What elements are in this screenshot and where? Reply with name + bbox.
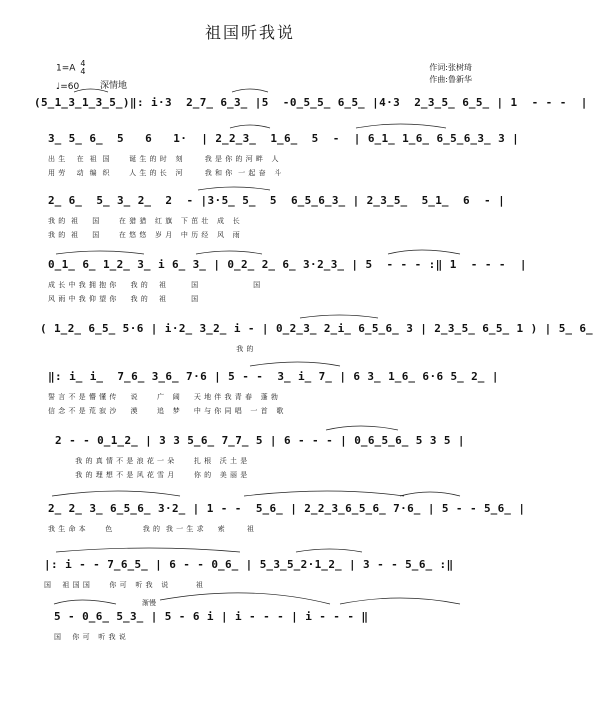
slur: [196, 251, 262, 254]
notation-line: 2̲ 2̲ 3̲ 6̲5̲6̲ 3·2̲ | 1 - - 5̲6̲ | 2̲2̲3̲6̲5̲6̲ 7·6̲ | 5 - - 5̲6̲ |: [48, 502, 526, 515]
notation-line: 0̲1̲ 6̲ 1̲2̲ 3̲ i 6̲ 3̲ | 0̲2̲ 2̲ 6̲ 3·2̲3̲ | 5 - - - :‖ 1 - - - |: [48, 258, 527, 271]
page-title: 祖国听我说: [204, 23, 295, 42]
slur: [326, 426, 398, 430]
lyric-line: 用 劳 动 编 织 人 生 的 长 河 我 和 你 一 起 奋 斗: [48, 169, 282, 177]
lyric-line: 我 的 祖 国 在 悠 悠 岁 月 中 历 经 风 雨: [48, 231, 241, 239]
lyricist: 作词:张树琦: [429, 63, 472, 72]
notation-line: 5 - 0̲6̲ 5̲3̲ | 5 - 6 i | i - - - | i - - - ‖: [54, 610, 369, 623]
slur: [340, 598, 460, 604]
lyric-line: 我 生 命 本 色 我 的 我 一 生 求 索 祖: [48, 525, 255, 533]
composer: 作曲:鲁新华: [429, 75, 472, 84]
lyric-line: 誓 言 不 是 懵 懂 传 说 广 阔 天 地 伴 我 青 春 蓬 勃: [48, 393, 279, 401]
notation-line: 2 - - 0̲1̲2̲ | 3 3 5̲6̲ 7̲7̲ 5 | 6 - - - | 0̲6̲5̲6̲ 5 3 5 |: [48, 434, 465, 447]
lyric-line: 信 念 不 是 荒 寂 沙 漠 追 梦 中 与 你 同 唱 一 首 歌: [48, 407, 284, 415]
time-bottom: 4: [80, 67, 86, 76]
lyric-line: 风 雨 中 我 仰 望 你 我 的 祖 国: [48, 295, 199, 303]
notation-line: ( 1̲2̲ 6̲5̲ 5·6 | i·2̲ 3̲2̲ i - | 0̲2̲3̲ 2̲i̲ 6̲5̲6̲ 3 | 2̲3̲5̲ 6̲5̲ 1 ) | 5̲ 6̲: [40, 322, 593, 335]
lyric-line: 我 的 真 情 不 是 浪 花 一 朵 扎 根 沃 土 是: [48, 457, 248, 465]
slur: [160, 593, 330, 604]
notation-line: |: i - - 7̲6̲5̲ | 6 - - 0̲6̲ | 5̲3̲5̲2·1̲2̲ | 3 - - 5̲6̲ :‖: [44, 558, 454, 571]
slur: [244, 491, 404, 496]
notation-line: (5̲1̲3̲1̲3̲5̲)‖: i·3 2̲7̲ 6̲3̲ |5 -0̲5̲5̲ 6̲5̲ |4·3 2̲3̲5̲ 6̲5̲ | 1 - - - |: [34, 96, 588, 109]
lyric-line: 我 的 理 想 不 是 风 花 雪 月 你 的 美 丽 是: [48, 471, 248, 479]
expression-mark: 深情地: [100, 81, 128, 91]
slur: [56, 251, 144, 254]
lyric-line: 出 生 在 祖 国 诞 生 的 时 刻 我 是 你 的 河 畔 人: [48, 155, 280, 163]
slur: [230, 125, 270, 128]
slur: [54, 600, 116, 604]
slur: [400, 492, 460, 496]
lyric-line: 国 你 可 听 我 说: [54, 633, 127, 641]
slur: [250, 362, 340, 366]
slur: [300, 315, 378, 318]
slur: [232, 89, 268, 92]
lyric-line: 成 长 中 我 拥 抱 你 我 的 祖 国 国: [48, 281, 261, 289]
slur: [388, 250, 460, 254]
tempo-mark: ♩=60: [56, 82, 80, 92]
lyric-line: 国 祖 国 国 你 可 听 我 说 祖: [44, 581, 204, 589]
slur: [296, 549, 362, 552]
lyric-line: 我 的: [40, 345, 254, 353]
time-top: 4: [80, 59, 86, 68]
notation-line: 3̲ 5̲ 6̲ 5 6 1· | 2̲2̲3̲ 1̲6̲ 5 - | 6̲1̲ 1̲6̲ 6̲5̲6̲3̲ 3 |: [48, 132, 520, 145]
slur: [52, 491, 180, 496]
notation-line: 2̲ 6̲ 5̲ 3̲ 2̲ 2 - |3·5̲ 5̲ 5 6̲5̲6̲3̲ | 2̲3̲5̲ 5̲1̲ 6 - |: [48, 194, 506, 207]
ritard-mark: 渐慢: [142, 599, 156, 607]
slur: [56, 548, 240, 552]
slur: [356, 124, 446, 128]
notation-line: ‖: i̲ i̲ 7̲6̲ 3̲6̲ 7·6 | 5 - - 3̲ i̲ 7̲ | 6 3̲ 1̲6̲ 6·6 5̲ 2̲ |: [48, 370, 499, 383]
slur: [74, 89, 108, 92]
key-label: 1=A: [56, 63, 76, 74]
slur: [198, 187, 270, 190]
lyric-line: 我 的 祖 国 在 猎 猎 红 旗 下 茁 壮 成 长: [48, 217, 241, 225]
